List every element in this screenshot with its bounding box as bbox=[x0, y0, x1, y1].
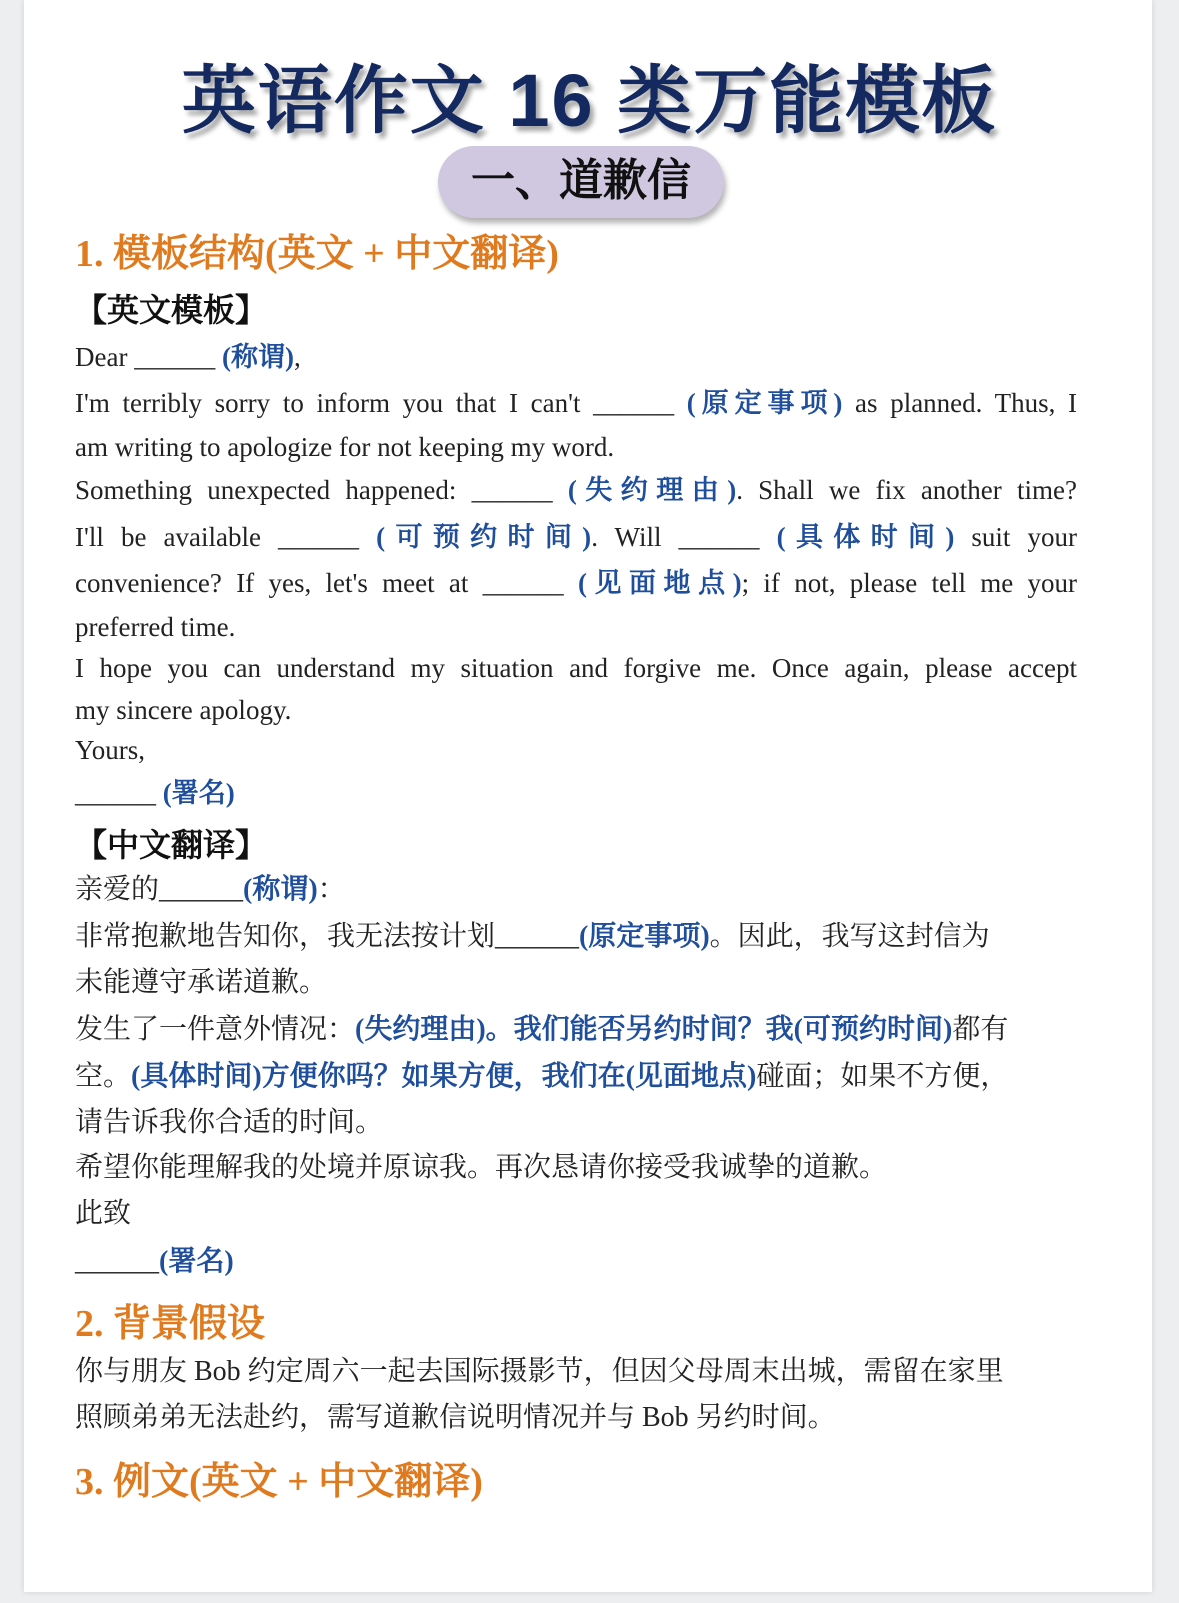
en-line: am writing to apologize for not keeping my word. bbox=[75, 432, 615, 462]
cn-line bbox=[75, 1013, 1077, 1047]
text: convenience? If yes, let's meet at ______ bbox=[75, 568, 578, 598]
text: 亲爱的______ bbox=[75, 874, 244, 905]
text: 碰面；如果不方便， bbox=[756, 1061, 1009, 1092]
cn-line: 此致 bbox=[75, 1198, 132, 1229]
placeholder-hint: (原定事项) bbox=[579, 921, 710, 952]
text: ： bbox=[317, 874, 346, 905]
cn-line bbox=[75, 1245, 1077, 1279]
en-line bbox=[75, 520, 1077, 554]
chinese-translation-label: 【中文翻译】 bbox=[75, 827, 268, 863]
en-line bbox=[75, 776, 1077, 810]
cn-line: 请告诉我你合适的时间。 bbox=[75, 1107, 384, 1138]
section-badge: 一、道歉信 bbox=[438, 146, 724, 218]
en-line bbox=[75, 340, 1077, 374]
placeholder-hint: (原定事项) bbox=[686, 388, 843, 418]
text: ______ bbox=[75, 1246, 159, 1277]
text: I'm terribly sorry to inform you that I can't ______ bbox=[75, 388, 687, 418]
heading-template-structure: 1. 模板结构(英文 + 中文翻译) bbox=[75, 233, 559, 275]
text: , bbox=[293, 342, 301, 372]
text: 空。 bbox=[75, 1061, 132, 1092]
cn-line bbox=[75, 1060, 1077, 1094]
page-title: 英语作文 16 类万能模板 bbox=[181, 59, 998, 142]
text: as planned. Thus, I bbox=[842, 388, 1078, 418]
en-line bbox=[75, 566, 1077, 600]
placeholder-hint: (称谓) bbox=[221, 342, 294, 372]
en-line: I hope you can understand my situation and forgive me. Once again, please accept bbox=[75, 653, 1077, 683]
text: Something unexpected happened: ______ bbox=[75, 475, 568, 505]
placeholder-hint: (见面地点) bbox=[577, 568, 742, 598]
cn-line bbox=[75, 920, 1077, 954]
text: 。因此，我写这封信为 bbox=[709, 921, 990, 952]
placeholder-hint: (署名) bbox=[159, 1246, 234, 1277]
cn-line bbox=[75, 873, 1077, 907]
heading-sample-essay: 3. 例文(英文 + 中文翻译) bbox=[75, 1461, 483, 1503]
text: Dear ______ bbox=[75, 342, 222, 372]
en-line bbox=[75, 473, 1077, 507]
placeholder-hint: (可预约时间) bbox=[376, 522, 592, 552]
placeholder-hint: (失约理由)。我们能否另约时间？我(可预约时间) bbox=[355, 1014, 953, 1045]
text: . Shall we fix another time? bbox=[736, 475, 1077, 505]
text: 发生了一件意外情况： bbox=[75, 1014, 356, 1045]
text: 非常抱歉地告知你，我无法按计划______ bbox=[75, 921, 580, 952]
placeholder-hint: (署名) bbox=[162, 778, 235, 808]
placeholder-hint: (失约理由) bbox=[567, 475, 737, 505]
en-line: preferred time. bbox=[75, 612, 236, 642]
background-line: 你与朋友 Bob 约定周六一起去国际摄影节，但因父母周末出城，需留在家里 bbox=[75, 1356, 1004, 1387]
english-template-label: 【英文模板】 bbox=[75, 292, 268, 328]
text: suit your bbox=[954, 522, 1078, 552]
heading-background: 2. 背景假设 bbox=[75, 1303, 266, 1345]
text: ; if not, please tell me your bbox=[741, 568, 1078, 598]
text: ______ bbox=[75, 778, 163, 808]
en-line: Yours, bbox=[75, 735, 146, 765]
en-line: my sincere apology. bbox=[75, 695, 292, 725]
text: 都有 bbox=[952, 1014, 1009, 1045]
placeholder-hint: (具体时间) bbox=[776, 522, 955, 552]
en-line bbox=[75, 386, 1077, 420]
cn-line: 希望你能理解我的处境并原谅我。再次恳请你接受我诚挚的道歉。 bbox=[75, 1152, 888, 1183]
background-line: 照顾弟弟无法赴约，需写道歉信说明情况并与 Bob 另约时间。 bbox=[75, 1402, 836, 1433]
cn-line: 未能遵守承诺道歉。 bbox=[75, 967, 328, 998]
placeholder-hint: (具体时间)方便你吗？如果方便，我们在(见面地点) bbox=[131, 1061, 757, 1092]
placeholder-hint: (称谓) bbox=[243, 874, 318, 905]
text: I'll be available ______ bbox=[75, 522, 377, 552]
text: . Will ______ bbox=[591, 522, 777, 552]
